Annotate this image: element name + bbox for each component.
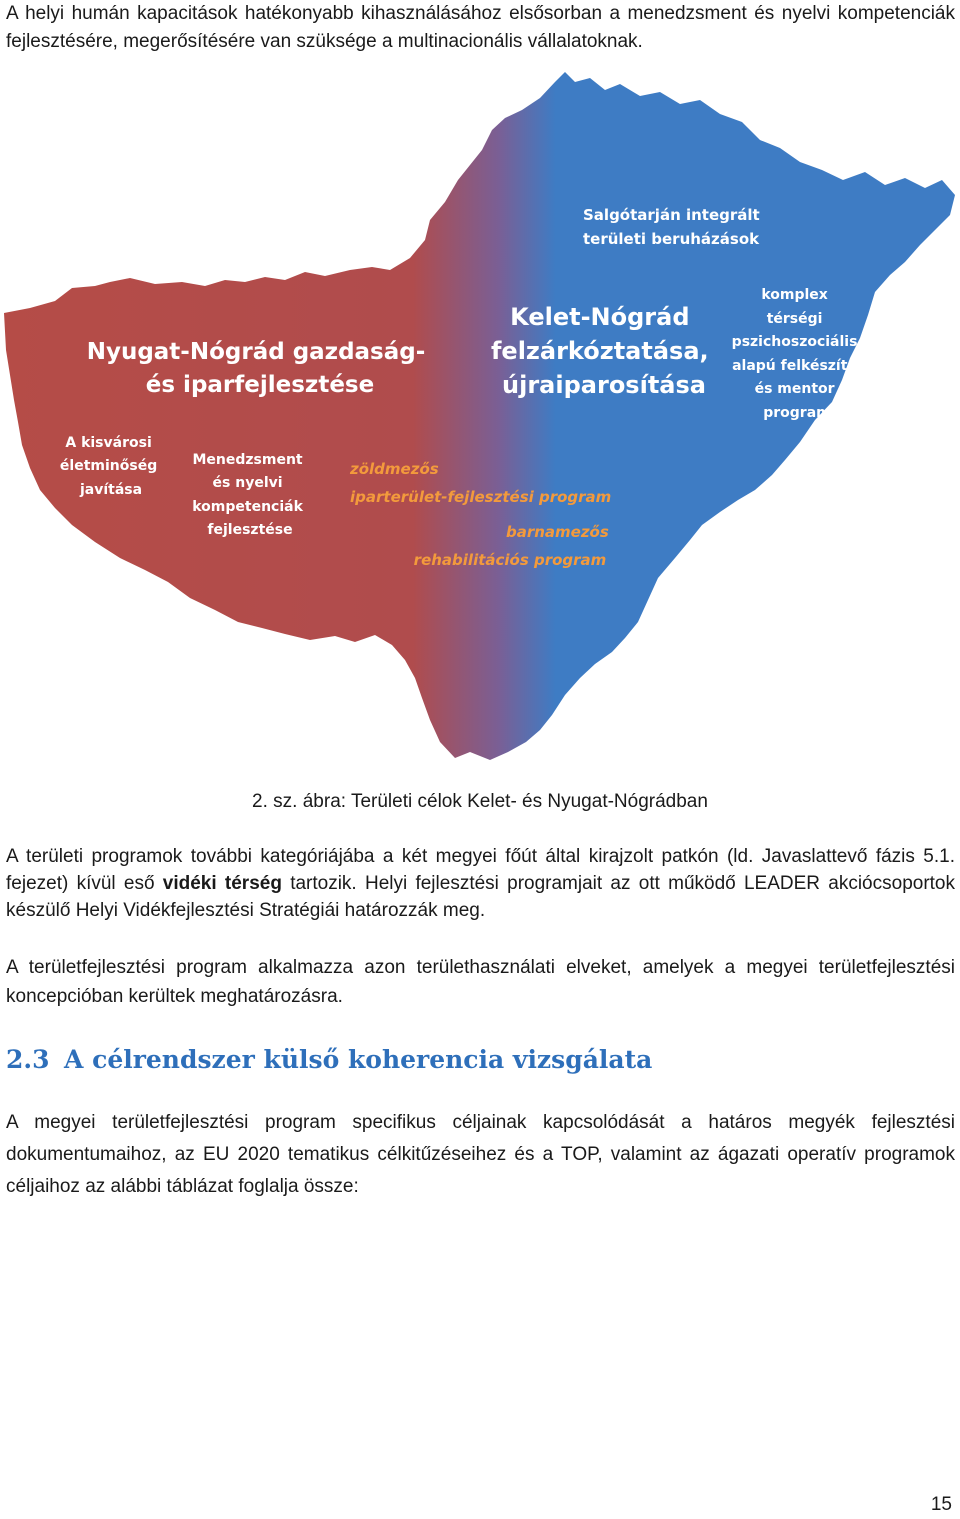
section-number: 2.3	[6, 1045, 50, 1074]
paragraph-text: tartozik. Helyi fejlesztési programjait az ott működő LEADER akciócsoportok készülő Helyi Vidékfejlesztési Stratégiái határozzák meg.	[6, 873, 956, 921]
intro-paragraph: A helyi humán kapacitások hatékonyabb kihasználásához elsősorban a menedzsment és nyelvi kompetenciák fejlesztésére, megerősítésére van szüksége a multinacionális vállalatoknak.	[6, 3, 955, 52]
paragraph-text: A területi programok további kategóriájába a két megyei főút által kirajzolt patkón (ld. Javaslattevő fázis 5.1. fejezet) kívül eső	[6, 846, 955, 894]
paragraph-rural-area	[6, 843, 955, 924]
label-komplex-program: komplex térségi pszichoszociális alapú felkészítő és mentor program	[731, 287, 858, 421]
section-title: A célrendszer külső koherencia vizsgálata	[64, 1045, 653, 1074]
bold-term: vidéki térség	[162, 873, 282, 894]
nograd-map	[0, 70, 960, 770]
region-map-figure	[0, 70, 960, 770]
figure-caption: 2. sz. ábra: Területi célok Kelet- és Nyugat-Nógrádban	[252, 791, 708, 812]
page-number: 15	[930, 1494, 952, 1515]
paragraph-coherence: A megyei területfejlesztési program specifikus céljainak kapcsolódását a határos megyék fejlesztési dokumentumaihoz, az EU 2020 tematikus célkitűzéseihez és a TOP, valamint az ágazati operatív programok céljaihoz az alábbi táblázat foglalja össze:	[6, 1112, 955, 1197]
label-zoldmezos: zöldmezős iparterület-fejlesztési program	[350, 460, 612, 506]
paragraph-land-use: A területfejlesztési program alkalmazza azon területhasználati elveket, amelyek a megyei területfejlesztési koncepcióban kerültek meghatározásra.	[6, 957, 955, 1007]
label-kelet-nograd: Kelet-Nógrád felzárkóztatása, újraiparosítása	[490, 303, 709, 399]
label-salgotarjan: Salgótarján integrált területi beruházások	[583, 206, 760, 248]
label-barnamezos: barnamezős rehabilitációs program	[413, 523, 609, 569]
label-kisvarosi: A kisvárosi életminőség javítása	[59, 435, 158, 498]
label-nyugat-nograd: Nyugat-Nógrád gazdaság- és iparfejlesztése	[86, 339, 426, 398]
section-heading	[6, 1040, 652, 1080]
label-menedzsment: Menedzsment és nyelvi kompetenciák fejlesztése	[192, 452, 303, 538]
